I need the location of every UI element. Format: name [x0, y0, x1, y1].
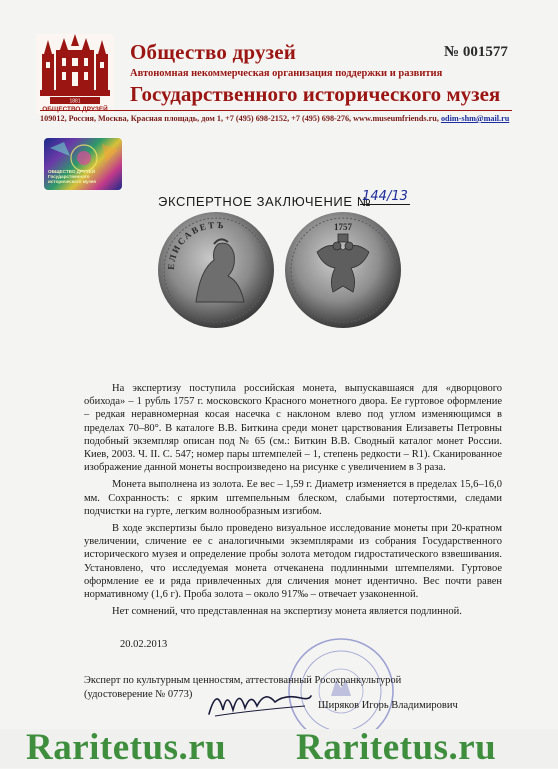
- document-date: 20.02.2013: [120, 639, 168, 650]
- email-link[interactable]: odim-shm@mail.ru: [440, 114, 510, 123]
- org-title-line1: Общество друзей: [130, 40, 297, 64]
- watermark-right: Raritetus.ru: [296, 727, 497, 768]
- conclusion-body: [84, 382, 502, 618]
- conclusion-number: 144/13: [360, 189, 410, 205]
- paragraph-material: Монета выполнена из золота. Ее вес – 1,59 г. Диаметр изменяется в пределах 15,6–16,0 мм. Сохранность: с ярким штемпельным блеском, слабыми потертостями, следами подчистки на гурте, легким волнообразным изгибом.: [84, 479, 502, 517]
- paragraph-conclusion: Нет сомнений, что представленная на экспертизу монета является подлинной.: [112, 606, 462, 618]
- watermark-left: Raritetus.ru: [26, 727, 227, 768]
- address-text: 109012, Россия, Москва, Красная площадь, дом 1, +7 (495) 698-2152, +7 (495) 698-276, www.museumfriends.ru,: [40, 114, 439, 123]
- museum-logo: [36, 34, 114, 114]
- logo-caption: [42, 104, 108, 113]
- org-title-line2: Государственного исторического музея: [130, 82, 501, 106]
- expert-statement: Эксперт по культурным ценностям, аттестованный Росохранкультурой: [84, 675, 402, 686]
- document-serial-number: № 001577: [444, 44, 508, 60]
- paragraph-description: На экспертизу поступила российская монета, выпускавшаяся для «дворцового обихода» – 1 рубль 1757 г. московского Красного монетного двора. Ее гуртовое оформление – редкая неравномерная косая насечка с наклоном влево под углом изменяющимся в пределах 70–80°. В каталоге В.В. Биткина среди монет царствования Елизаветы Петровны подобный экземпляр описан под № 65 (см.: Биткин В.В. Сводный каталог монет России. Киев, 2003. Ч. II. С. 547; номер пары штемпелей – 1, степень редкости – R1). Сканированное изображение данной монеты воспроизведено на рисунке с увеличением в 3 раза.: [84, 383, 502, 474]
- expert-certificate: (удостоверение № 0773): [84, 689, 193, 700]
- expert-signature: [205, 680, 313, 722]
- paragraph-examination: В ходе экспертизы было проведено визуальное исследование монеты при 20-кратном увеличении, сличение ее с аналогичными экземплярами из собрания Государственного исторического музея и определение пробы золота методом гидростатического взвешивания. Установлено, что исследуемая монета отчеканена подлинными штемпелями. Гуртовое оформление ее и ряда привлеченных для сличения монет идентично. Вес почти равен нормативному (1,6 г). Проба золота – около 917‰ – отвечает узаконенной.: [84, 523, 502, 601]
- coin-reverse-image: [283, 210, 403, 330]
- hologram-sticker: [44, 138, 122, 190]
- coin-obverse-legend: ЕЛИСАВЕТЪ: [165, 219, 227, 271]
- org-address: [40, 114, 509, 123]
- org-subtitle: Автономная некоммерческая организация поддержки и развития: [130, 68, 443, 79]
- expert-name: Ширяков Игорь Владимирович: [318, 700, 458, 711]
- coin-obverse-image: [156, 210, 276, 330]
- document-title: ЭКСПЕРТНОЕ ЗАКЛЮЧЕНИЕ №: [158, 194, 372, 209]
- logo-year: 1881: [69, 98, 81, 105]
- header-divider: [40, 110, 512, 111]
- coin-reverse-date: 1757: [334, 222, 352, 232]
- hologram-text: ОБЩЕСТВО ДРУЗЕЙ Государственного исторического музея: [48, 169, 96, 184]
